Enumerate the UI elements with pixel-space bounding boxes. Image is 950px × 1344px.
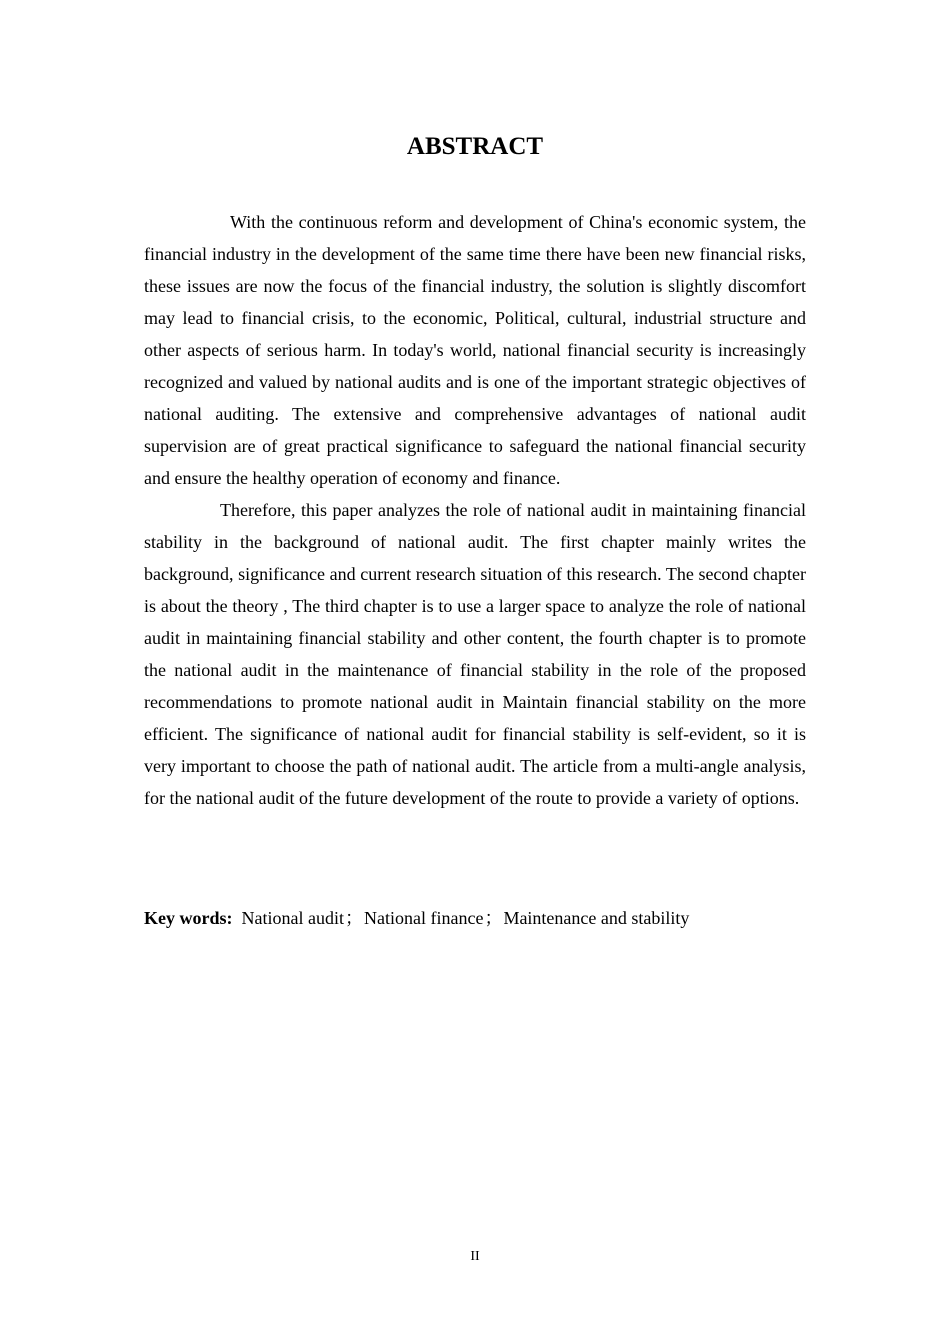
keywords-line [144, 903, 844, 933]
abstract-paragraph-2: Therefore, this paper analyzes the role of national audit in maintaining financial stability in the background of national audit. The first chapter mainly writes the background, significance and current research situation of this research. The second chapter is about the theory , The third chapter is to use a larger space to analyze the role of national audit in maintaining financial stability and other content, the fourth chapter is to promote the national audit in the maintenance of financial stability in the role of the proposed recommendations to promote national audit in Maintain financial stability on the more efficient. The significance of national audit for financial stability is self-evident, so it is very important to choose the path of national audit. The article from a multi-angle analysis, for the national audit of the future development of the route to provide a variety of options. [144, 500, 806, 808]
keyword-item: National finance [363, 908, 484, 928]
keyword-separator: ； [344, 908, 363, 928]
keyword-item: Maintenance and stability [503, 908, 690, 928]
keyword-item: National audit [241, 908, 344, 928]
page-number: II [470, 1249, 480, 1264]
abstract-paragraph-1: With the continuous reform and development of China's economic system, the financial industry in the development of the same time there have been new financial risks, these issues are now the focus of the financial industry, the solution is slightly discomfort may lead to financial crisis, to the economic, Political, cultural, industrial structure and other aspects of serious harm. In today's world, national financial security is increasingly recognized and valued by national audits and is one of the important strategic objectives of national auditing. The extensive and comprehensive advantages of national audit supervision are of great practical significance to safeguard the national financial security and ensure the healthy operation of economy and finance. [144, 212, 806, 488]
abstract-body [144, 206, 806, 814]
keyword-separator: ； [484, 908, 503, 928]
keywords-label: Key words: [144, 908, 233, 928]
abstract-title: ABSTRACT [406, 133, 544, 160]
